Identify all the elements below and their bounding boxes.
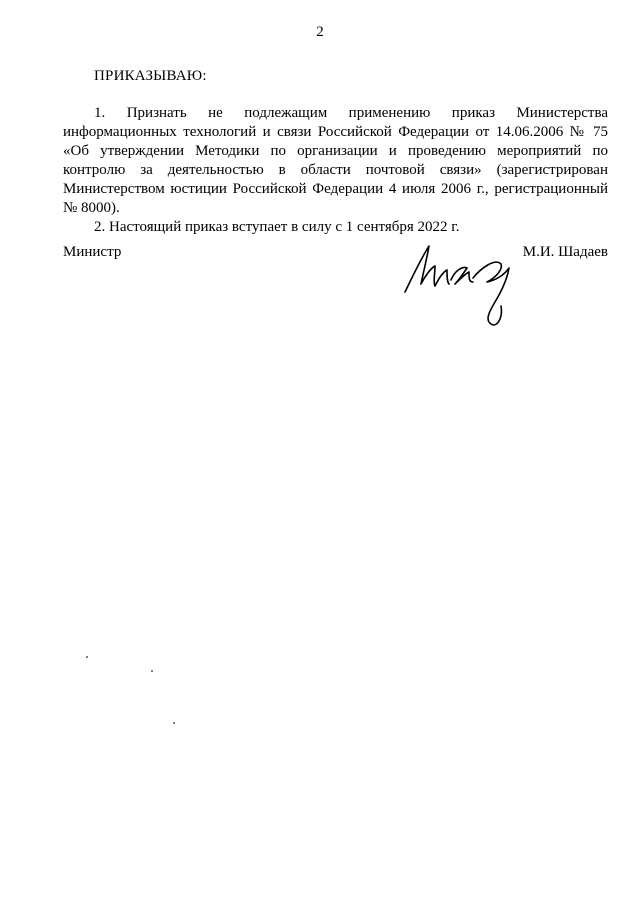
handwritten-signature: [401, 244, 521, 328]
scan-speck: [151, 670, 153, 672]
order-paragraph-2: 2. Настоящий приказ вступает в силу с 1 сентября 2022 г.: [94, 219, 460, 235]
signer-position: Министр: [63, 244, 122, 260]
order-paragraph-1: 1. Признать не подлежащим применению приказ Министерства информационных технологий и связи Российской Федерации от 14.06.2006 № 75 «Об утверждении Методики по организации и проведению мероприятий по контролю за деятельностью в области почтовой связи» (зарегистрирован Министерством юстиции Российской Федерации 4 июля 2006 г., регистрационный № 8000).: [63, 105, 608, 216]
signature-block: [63, 244, 608, 334]
scan-speck: [86, 656, 88, 658]
signer-name: М.И. Шадаев: [522, 244, 608, 260]
order-heading: ПРИКАЗЫВАЮ:: [94, 68, 207, 84]
page-number: 2: [316, 24, 324, 40]
order-body: [63, 104, 608, 237]
scan-speck: [173, 722, 175, 724]
